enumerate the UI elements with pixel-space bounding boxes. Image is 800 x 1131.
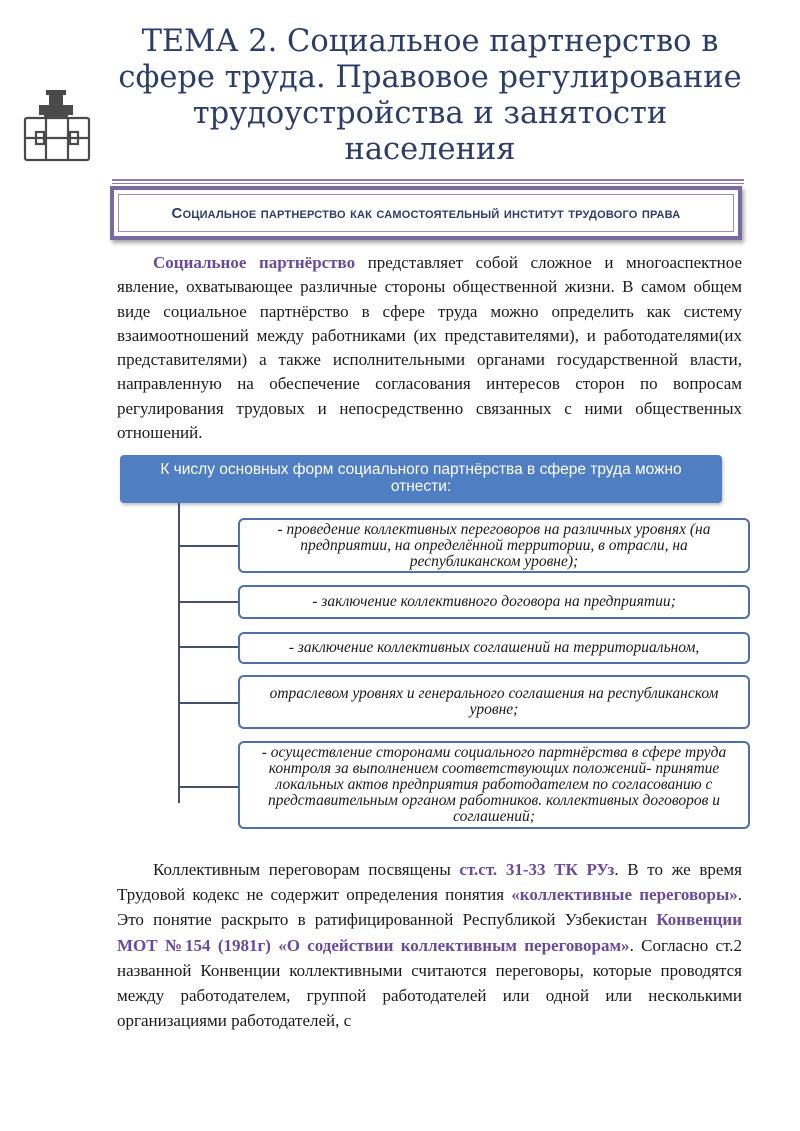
body-text: Коллективным переговорам посвящены (153, 860, 460, 879)
diagram-branch-line (178, 702, 238, 704)
diagram-item: - осуществление сторонами социального партнёрства в сфере труда контроля за выполнением соответствующих положений- принятие локальных актов предприятия работодателем по согласованию с представительным органом работников. коллективных договоров и соглашений; (238, 741, 750, 829)
body-text: . Это понятие раскрыто в ратифицированной Республикой Узбекистан (117, 885, 742, 930)
diagram-branch-line (178, 786, 238, 788)
diagram-branch-line (178, 601, 238, 603)
intro-text: представляет собой сложное и многоаспектное явление, охватывающее различные стороны общественной жизни. В самом общем виде социальное партнёрство в сфере труда можно определить как систему взаимоотношений между работниками (их представителями), и работодателями(их представителями) а также исполнительными органами государственной власти, направленную на обеспечение согласования интересов сторон по вопросам регулирования трудовых и непосредственно связанных с ними общественных отношений. (117, 253, 742, 443)
diagram-item: - заключение коллективного договора на предприятии; (238, 585, 750, 619)
body-paragraph (117, 857, 742, 1033)
term-collective-negotiations: «коллективные переговоры» (511, 885, 738, 905)
briefcase-worker-icon (22, 86, 92, 164)
section-heading: Социальное партнерство как самостоятельный институт трудового права (171, 204, 681, 222)
diagram-branch-line (178, 646, 238, 648)
body-text: . Согласно ст.2 названной Конвенции коллективными считаются переговоры, которые проводятся между работодателем, группой работодателей или одной или несколькими организациями работодателей, с (117, 935, 742, 1031)
title-rule-bottom (112, 183, 744, 184)
diagram-branch-line (178, 545, 238, 547)
diagram-header: К числу основных форм социального партнёрства в сфере труда можно отнести: (120, 455, 722, 503)
diagram-item: - проведение коллективных переговоров на различных уровнях (на предприятии, на определённой территории, в отрасли, на республиканском уровне); (238, 518, 750, 573)
diagram-item: отраслевом уровнях и генерального соглашения на республиканском уровне; (238, 675, 750, 729)
section-heading-inner (118, 194, 734, 232)
page-title: ТЕМА 2. Социальное партнерство в сфере труда. Правовое регулирование трудоустройства и занятости населения (118, 24, 742, 167)
intro-term: Социальное партнёрство (153, 253, 356, 272)
title-rule-top (112, 179, 744, 181)
body-text: . В то же время Трудовой кодекс не содержит определения понятия (117, 860, 742, 905)
convention-reference: Конвенции МОТ №154 (1981г) «О содействии коллективным переговорам» (117, 910, 742, 955)
diagram-trunk-line (178, 503, 180, 803)
diagram-item: - заключение коллективных соглашений на территориальном, (238, 632, 750, 664)
section-heading-box (110, 186, 742, 240)
law-reference: ст.ст. 31-33 ТК РУз (459, 860, 615, 879)
intro-paragraph (117, 251, 742, 445)
